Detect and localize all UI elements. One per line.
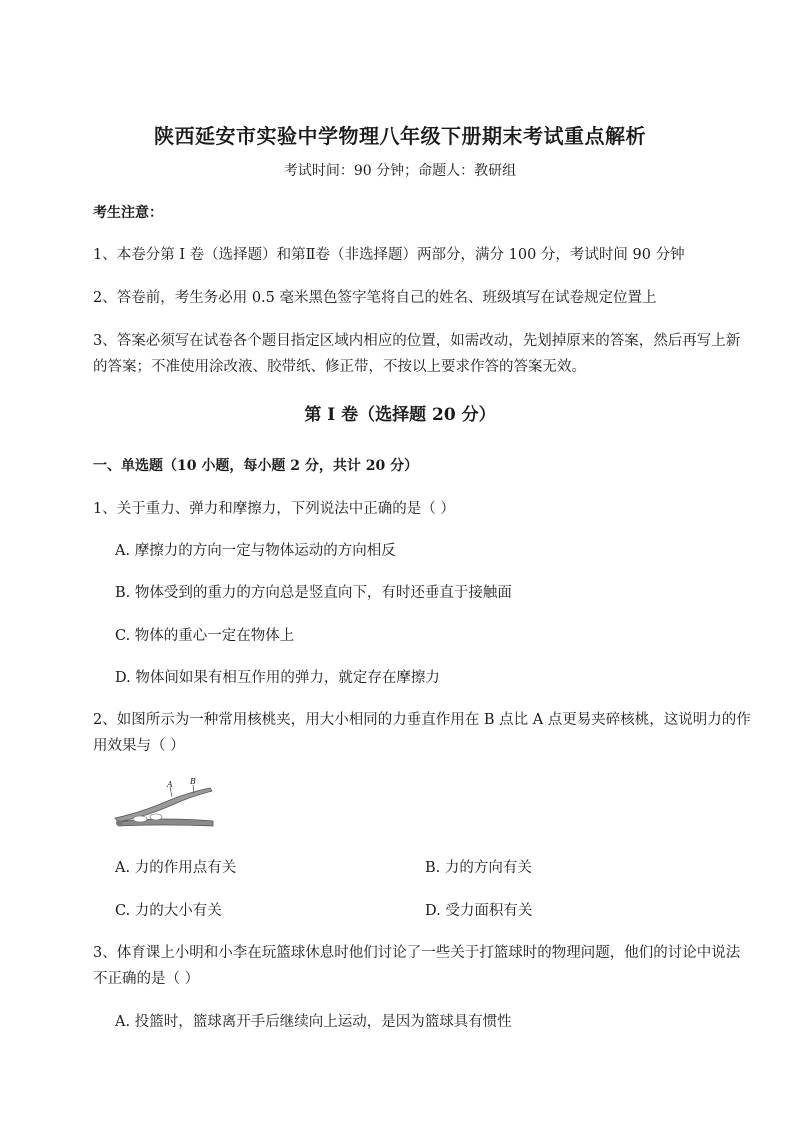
question-1-option-c[interactable]: C. 物体的重心一定在物体上 [115, 628, 295, 644]
notice-item: 1、本卷分第 I 卷（选择题）和第Ⅱ卷（非选择题）两部分，满分 100 分，考试时间 90 分钟 [93, 247, 685, 263]
question-3-option-a[interactable]: A. 投篮时，篮球离开手后继续向上运动，是因为篮球具有惯性 [115, 1014, 512, 1030]
question-1-option-d[interactable]: D. 物体间如果有相互作用的弹力，就定存在摩擦力 [115, 670, 440, 686]
question-2-stem: 用效果与（ ） [93, 738, 185, 754]
question-2-option-b[interactable]: B. 力的方向有关 [425, 860, 532, 876]
question-2-stem: 2、如图所示为一种常用核桃夹，用大小相同的力垂直作用在 B 点比 A 点更易夹碎核桃，这说明力的作 [93, 712, 751, 728]
exam-title: 陕西延安市实验中学物理八年级下册期末考试重点解析 [154, 124, 646, 148]
notice-item: 3、答案必须写在试卷各个题目指定区域内相应的位置，如需改动，先划掉原来的答案，然后再写上新 [93, 333, 741, 349]
question-group-title: 一、单选题（10 小题，每小题 2 分，共计 20 分） [93, 458, 419, 474]
question-1-stem: 1、关于重力、弹力和摩擦力，下列说法中正确的是（ ） [93, 501, 455, 517]
notice-item: 2、答卷前，考生务必用 0.5 毫米黑色签字笔将自己的姓名、班级填写在试卷规定位置上 [93, 290, 657, 306]
nutcracker-figure [110, 775, 220, 835]
question-1-option-b[interactable]: B. 物体受到的重力的方向总是竖直向下，有时还垂直于接触面 [115, 585, 512, 601]
question-3-stem: 不正确的是（ ） [93, 971, 200, 987]
question-2-option-c[interactable]: C. 力的大小有关 [115, 903, 222, 919]
question-3-stem: 3、体育课上小明和小李在玩篮球休息时他们讨论了一些关于打篮球时的物理问题，他们的讨论中说法 [93, 945, 741, 961]
question-1-option-a[interactable]: A. 摩擦力的方向一定与物体运动的方向相反 [115, 543, 396, 559]
notice-heading: 考生注意： [93, 205, 163, 221]
question-2-option-d[interactable]: D. 受力面积有关 [425, 903, 533, 919]
section-title: 第 I 卷（选择题 20 分） [304, 405, 496, 425]
exam-subtitle: 考试时间：90 分钟；命题人：教研组 [283, 163, 517, 179]
figure-label-b: B [190, 777, 196, 786]
notice-item: 的答案；不准使用涂改液、胶带纸、修正带，不按以上要求作答的答案无效。 [93, 359, 586, 375]
question-2-option-a[interactable]: A. 力的作用点有关 [115, 860, 237, 876]
figure-label-a: A [167, 780, 173, 789]
